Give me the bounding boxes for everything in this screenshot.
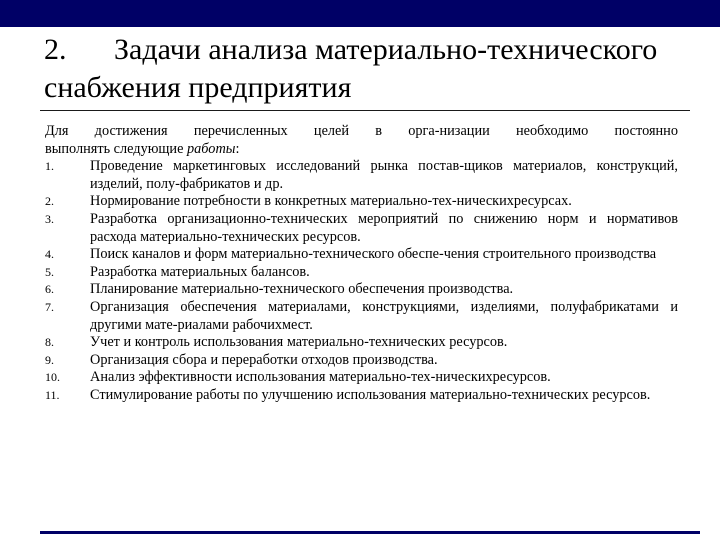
task-text: Организация сбора и переработки отходов производства.	[90, 351, 438, 368]
task-number: 10.	[45, 370, 60, 385]
task-item	[45, 264, 678, 282]
task-number: 6.	[45, 282, 54, 297]
task-number: 3.	[45, 211, 54, 226]
task-text: Поиск каналов и форм материально-технического обеспе-чения строительного производства	[90, 246, 657, 263]
task-number: 1.	[45, 159, 54, 174]
task-number: 4.	[45, 247, 54, 262]
task-item	[45, 352, 678, 370]
task-text: Анализ эффективности использования материально-тех-ническихресурсов.	[90, 369, 551, 386]
task-list	[45, 158, 678, 404]
task-item	[45, 369, 678, 387]
task-number: 7.	[45, 299, 54, 314]
task-item	[45, 299, 678, 334]
task-item	[45, 246, 678, 264]
task-text: Разработка материальных балансов.	[90, 263, 310, 280]
task-text: Учет и контроль использования материально-технических ресурсов.	[90, 334, 508, 351]
title-number: 2.	[44, 33, 67, 66]
task-number: 2.	[45, 194, 54, 209]
task-text: Проведение маркетинговых исследований рынка постав-щиков материалов, конструкций, изделий, полу-фабрикатов и др.	[90, 158, 678, 192]
task-text: Нормирование потребности в конкретных материально-тех-ническихресурсах.	[90, 193, 572, 210]
task-text: Стимулирование работы по улучшению использования материально-технических ресурсов.	[90, 386, 651, 403]
intro-line-2-prefix: выполнять следующие	[45, 140, 187, 157]
task-item	[45, 387, 678, 405]
intro-line-1: Для достижения перечисленных целей в орга-низации необходимо постоянно	[45, 123, 678, 139]
title-divider	[40, 110, 690, 111]
intro-paragraph	[45, 123, 678, 158]
top-banner	[0, 0, 720, 27]
task-item	[45, 334, 678, 352]
task-item	[45, 281, 678, 299]
task-item	[45, 193, 678, 211]
task-item	[45, 158, 678, 193]
intro-line-2-suffix: :	[235, 140, 240, 157]
task-text: Разработка организационно-технических мероприятий по снижению норм и нормативов расхода материально-технических ресурсов.	[90, 210, 678, 245]
slide-title	[44, 31, 694, 107]
intro-line-2-emphasis: работы	[187, 140, 236, 157]
slide-body	[45, 123, 678, 405]
task-text: Организация обеспечения материалами, конструкциями, изделиями, полуфабрикатами и другими мате-риалами рабочихмест.	[90, 298, 678, 333]
task-number: 9.	[45, 352, 54, 367]
bottom-divider	[40, 531, 700, 534]
task-number: 8.	[45, 335, 54, 350]
task-number: 5.	[45, 264, 54, 279]
task-number: 11.	[45, 387, 60, 402]
task-item	[45, 211, 678, 246]
title-text: Задачи анализа материально-технического снабжения предприятия	[44, 33, 658, 104]
task-text: Планирование материально-технического обеспечения производства.	[90, 281, 514, 298]
